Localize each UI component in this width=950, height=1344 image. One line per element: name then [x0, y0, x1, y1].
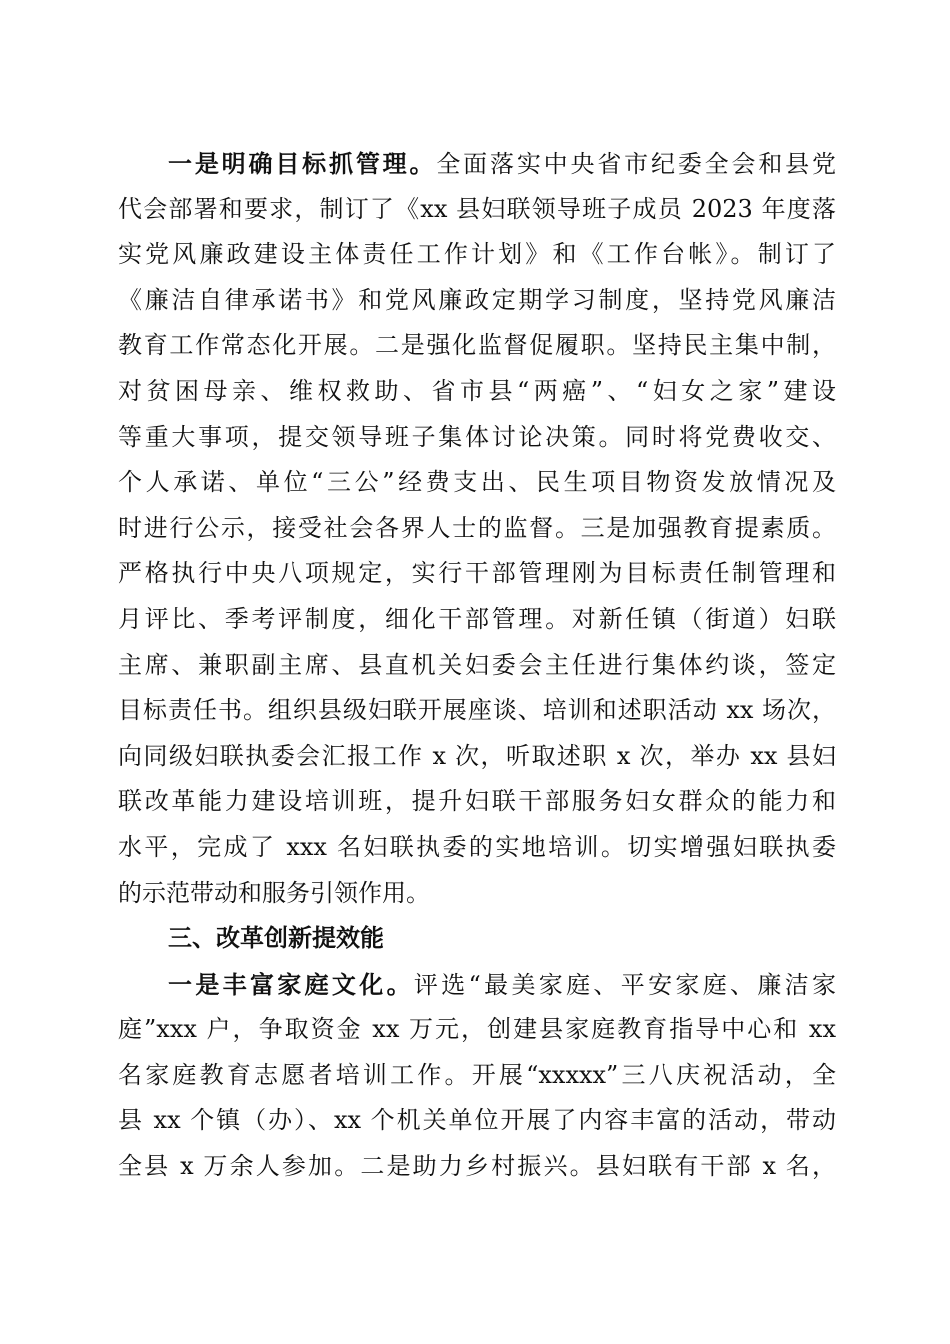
paragraph-line: 主席、兼职副主席、县直机关妇委会主任进行集体约谈，签定 — [118, 650, 836, 679]
paragraph-line: 严格执行中央八项规定，实行干部管理刚为目标责任制管理和 — [118, 559, 836, 588]
paragraph-line: 的示范带动和服务引领作用。 — [118, 878, 430, 907]
paragraph-lead: 一是明确目标抓管理。 — [168, 149, 437, 178]
paragraph-line: 县 xx 个镇（办）、xx 个机关单位开展了内容丰富的活动，带动 — [118, 1106, 836, 1135]
paragraph-line: 个人承诺、单位“三公”经费支出、民生项目物资发放情况及 — [118, 468, 836, 497]
paragraph-line: 对贫困母亲、维权救助、省市县“两癌”、“妇女之家”建设 — [118, 376, 836, 405]
paragraph-line: 时进行公示，接受社会各界人士的监督。三是加强教育提素质。 — [118, 513, 836, 542]
section-heading: 三、改革创新提效能 — [168, 924, 384, 953]
paragraph-line: 实党风廉政建设主体责任工作计划》和《工作台帐》。制订了 — [118, 240, 836, 269]
paragraph-text: 全面落实中央省市纪委全会和县党 — [436, 150, 836, 178]
paragraph-line: 水平，完成了 xxx 名妇联执委的实地培训。切实增强妇联执委 — [118, 832, 836, 861]
paragraph-line: 《廉洁自律承诺书》和党风廉政定期学习制度，坚持党风廉洁 — [118, 285, 836, 314]
paragraph-line — [118, 962, 836, 1008]
paragraph-text: 评选“最美家庭、平安家庭、廉洁家 — [413, 970, 836, 999]
paragraph-line: 等重大事项，提交领导班子集体讨论决策。同时将党费收交、 — [118, 422, 836, 451]
paragraph-line: 全县 x 万余人参加。二是助力乡村振兴。县妇联有干部 x 名， — [118, 1152, 836, 1181]
paragraph-line: 庭”xxx 户，争取资金 xx 万元，创建县家庭教育指导中心和 xx — [118, 1015, 836, 1044]
paragraph-line: 联改革能力建设培训班，提升妇联干部服务妇女群众的能力和 — [118, 787, 836, 816]
paragraph-line: 名家庭教育志愿者培训工作。开展“xxxxx”三八庆祝活动，全 — [118, 1060, 836, 1089]
paragraph-line: 向同级妇联执委会汇报工作 x 次，听取述职 x 次，举办 xx 县妇 — [118, 741, 836, 770]
paragraph-line: 月评比、季考评制度，细化干部管理。对新任镇（街道）妇联 — [118, 604, 836, 633]
paragraph-line: 教育工作常态化开展。二是强化监督促履职。坚持民主集中制， — [118, 331, 836, 360]
paragraph-line: 目标责任书。组织县级妇联开展座谈、培训和述职活动 xx 场次， — [118, 696, 836, 725]
document-page — [118, 141, 836, 1190]
paragraph-line: 代会部署和要求，制订了《xx 县妇联领导班子成员 2023 年度落 — [118, 194, 836, 223]
paragraph-line — [118, 141, 836, 187]
paragraph-lead: 一是丰富家庭文化。 — [168, 969, 414, 999]
